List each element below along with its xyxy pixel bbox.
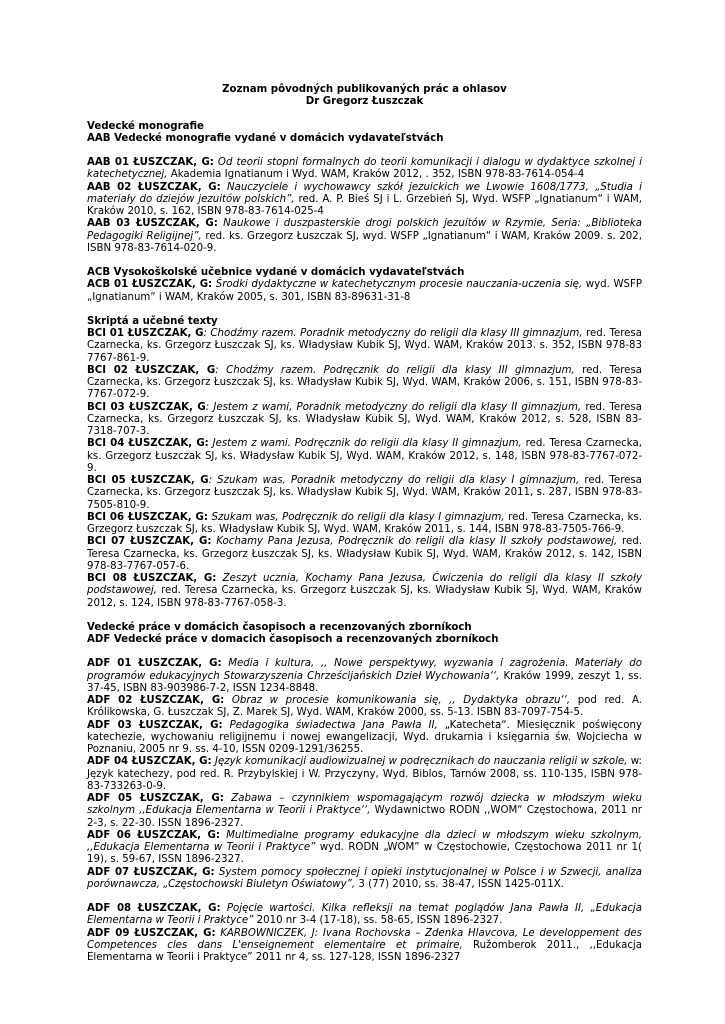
bibliography-entry xyxy=(87,279,642,304)
entry-code: BCI 08 ŁUSZCZAK, G: xyxy=(87,573,217,584)
entry-code: ADF 06 ŁUSZCZAK, G: xyxy=(87,829,220,841)
entry-title: Środki dydaktyczne w katechetycznym procesie nauczania-uczenia się, xyxy=(212,279,583,291)
entry-details: red. Teresa Czarnecka, ks. Grzegorz Łuszczak SJ, ks. Władysław Kubik SJ, Wyd. WAM, Kraków 2012, s. 148, ISBN 978-83-7767-072-9. xyxy=(87,438,642,474)
entry-code: ADF 02 ŁUSZCZAK, G: xyxy=(87,695,225,706)
entry-details: red. ks. Grzegorz Łuszczak SJ, wyd. WSFP „Ignatianum“ i WAM, Kraków 2009. s. 202, ISBN 978-83-7614-020-9. xyxy=(87,230,643,254)
entry-title: Naukowe i duszpasterskie drogi polskich jezuitów w Rzymie, Seria: „Biblioteka Pedagogiki Religijnej”, xyxy=(87,218,642,242)
entry-details: Kraków 1999, zeszyt 1, ss. 37-45, ISBN 83-903986-7-2, ISSN 1234-8848. xyxy=(87,670,642,694)
entry-code: BCI 04 ŁUSZCZAK, G: xyxy=(87,438,209,450)
bibliography-entry xyxy=(87,695,642,720)
entry-title: : Chodźmy razem. Poradnik metodyczny do religii dla klasy III gimnazjum, xyxy=(203,328,583,339)
entry-details: red. Teresa Czarnecka, ks. Grzegorz Łuszczak SJ, ks. Władysław Kubik SJ, Wyd. WAM, Kraków 2013. s. 352, ISBN 978-83 7767-861-9. xyxy=(87,328,642,364)
bibliography-entry xyxy=(87,830,642,867)
entry-details: red. Teresa Czarnecka, ks. Grzegorz Łuszczak SJ, ks. Władysław Kubik SJ, Wyd. WAM, Kraków 2006, s. 151, ISBN 978-83-7767-072-9. xyxy=(87,364,642,401)
entry-title: : Chodźmy razem. Podręcznik do religii dla klasy III gimnazjum, xyxy=(215,364,575,376)
bibliography-entry xyxy=(87,658,642,695)
bibliography-entry xyxy=(87,867,642,892)
entry-details: red. Teresa Czarnecka, ks. Grzegorz Łuszczak SJ, ks. Władysław Kubik SJ, Wyd. WAM, Kraków 2012, s. 124, ISBN 978-83-7767-058-3. xyxy=(87,585,642,609)
entry-details: pod red. A. Królikowska, G. Łuszczak SJ, Z. Marek SJ, Wyd. WAM, Kraków 2000, ss. 5-13. ISBN 83-7097-754-5. xyxy=(87,695,642,719)
entry-title: Kochamy Pana Jezusa, Podręcznik do religii dla klasy II szkoły podstawowej, xyxy=(211,536,618,548)
entry-code: BCI 07 ŁUSZCZAK, G: xyxy=(87,536,212,548)
entry-title: Multimedialne programy edukacyjne dla dzieci w młodszym wieku szkolnym, ,,Edukacja Elementarna w Teorii i Praktyce” xyxy=(87,829,643,853)
bibliography-entry xyxy=(87,928,642,965)
entry-code: BCI 02 ŁUSZCZAK, G xyxy=(87,364,216,376)
entry-code: ADF 08 ŁUSZCZAK, G: xyxy=(87,903,221,914)
bibliography-entry xyxy=(87,512,642,537)
entry-code: ADF 07 ŁUSZCZAK, G: xyxy=(87,866,215,878)
entry-title: Jestem z wami. Podręcznik do religii dla klasy II gimnazjum, xyxy=(208,438,522,450)
entry-list-adf xyxy=(87,658,642,891)
section-subheading-adf: ADF Vedecké práce v domacich časopisoch a recenzovaných zborníkoch xyxy=(87,634,499,645)
entry-details: 2010 nr 3-4 (17-18), ss. 58-65, ISSN 1896-2327. xyxy=(253,915,503,927)
entry-code: ADF 01 ŁUSZCZAK, G: xyxy=(87,658,222,670)
entry-title: Nauczyciele i wychowawcy szkół jezuickich we Lwowie 1608/1773, „Studia i materiały do dziejów jezuitów polskich”, xyxy=(87,181,642,205)
bibliography-entry xyxy=(87,157,642,182)
entry-details: w: Język katechezy, pod red. R. Przybylskiej i W. Przyczyny, Wyd. Biblos, Tarnów 2008, ss. 110-135, ISBN 978-83-733263-0-9. xyxy=(87,756,642,792)
entry-code: BCI 06 ŁUSZCZAK, G: xyxy=(87,511,208,523)
title-line-1: Zoznam pôvodných publikovaných prác a ohlasov xyxy=(222,84,507,95)
entry-code: AAB 01 ŁUSZCZAK, G: xyxy=(87,157,214,168)
entry-details: red. Teresa Czarnecka, ks. Grzegorz Łuszczak SJ, ks. Władysław Kubik SJ, Wyd. WAM, Kraków 2011, s. 144, ISBN 978-83-7505-766-9. xyxy=(87,511,642,535)
section-heading-acb: ACB Vysokoškolské učebnice vydané v domácich vydavateľstvách xyxy=(87,267,465,278)
entry-code: ADF 03 ŁUSZCZAK, G: xyxy=(87,719,223,731)
entry-title: Język komunikacji audiowizualnej w podręcznikach do nauczania religii w szkole, xyxy=(211,756,628,768)
bibliography-entry xyxy=(87,903,642,928)
entry-title: Pedagogika świadectwa Jana Pawła II, xyxy=(222,719,438,731)
bibliography-entry xyxy=(87,475,642,512)
entry-title: : Szukam was, Poradnik metodyczny do religii dla klasy I gimnazjum, xyxy=(208,475,580,486)
bibliography-entry xyxy=(87,218,642,255)
entry-details: Ružomberok 2011., ,,Edukacja Elementarna w Teorii i Praktyce” 2011 nr 4, ss. 127-128, ISSN 1896-2327 xyxy=(87,939,642,963)
entry-code: BCI 05 ŁUSZCZAK, G xyxy=(87,475,209,486)
entry-list-bci xyxy=(87,328,642,610)
entry-details: red. Teresa Czarnecka, ks. Grzegorz Łuszczak SJ, ks. Władysław Kubik SJ, Wyd. WAM, Kraków 2012, s. 528, ISBN 83-7318-707-3. xyxy=(87,401,642,437)
entry-list-adf-b xyxy=(87,903,642,964)
bibliography-entry xyxy=(87,182,642,219)
entry-code: ACB 01 ŁUSZCZAK, G: xyxy=(87,279,213,291)
entry-code: ADF 09 ŁUSZCZAK, G: xyxy=(87,927,216,939)
entry-code: AAB 02 ŁUSZCZAK, G: xyxy=(87,181,221,193)
bibliography-entry xyxy=(87,573,642,610)
entry-code: ADF 05 ŁUSZCZAK, G: xyxy=(87,793,224,804)
entry-title: Pojęcie wartości. Kilka refleksji na temat poglądów Jana Pawła II, „Edukacja Elementarna w Teorii i Praktyce” xyxy=(87,903,642,927)
entry-title: Obraz w procesie komunikowania się, ,, Dydaktyka obrazu‘‘, xyxy=(224,695,571,706)
entry-title: KARBOWNICZEK, J: Ivana Rochovska – Zdenka Hlavcova, Le developpement des Competences cles dans L'enseignement elementaire et primaire, xyxy=(87,927,642,951)
entry-code: BCI 03 ŁUSZCZAK, G xyxy=(87,401,206,413)
section-heading-monographs: Vedecké monografie xyxy=(87,120,204,132)
entry-details: 3 (77) 2010, ss. 38-47, ISSN 1425-011X. xyxy=(355,878,564,890)
entry-code: BCI 01 ŁUSZCZAK, G xyxy=(87,328,204,339)
entry-title: : Jestem z wami, Poradnik metodyczny do religii dla klasy II gimnazjum, xyxy=(205,401,582,413)
section-heading-journals: Vedecké práce v domácich časopisoch a recenzovaných zborníkoch xyxy=(87,621,472,633)
entry-code: AAB 03 ŁUSZCZAK, G: xyxy=(87,218,218,230)
bibliography-entry xyxy=(87,793,642,830)
entry-details: red. A. P. Bieś SJ i L. Grzebień SJ, Wyd. WSFP „Ignatianum“ i WAM, Kraków 2010, s. 162, ISBN 978-83-7614-025-4 xyxy=(87,193,642,217)
bibliography-entry xyxy=(87,438,642,475)
entry-details: Akademia Ignatianum i Wyd. WAM, Kraków 2012, . 352, ISBN 978-83-7614-054-4 xyxy=(167,169,585,181)
entry-title: Media i kultura, ,, Nowe perspektywy, wyzwania i zagrożenia. Materiały do programów edukacyjnych Stowarzyszenia Chrześcijańskich Dzieł Wychowania‘‘, xyxy=(87,658,642,682)
entry-title: Szukam was, Podręcznik do religii dla klasy I gimnazjum, xyxy=(207,511,505,523)
section-heading-bci: Skriptá a učebné texty xyxy=(87,315,218,327)
entry-details: red. Teresa Czarnecka, ks. Grzegorz Łuszczak SJ, ks. Władysław Kubik SJ, Wyd. WAM, Kraków 2012, s. 142, ISBN 978-83-7767-057-6. xyxy=(87,536,642,572)
entry-details: wyd. RODN „WOM” w Częstochowie, Częstochowa 2011 nr 1( 19), s. 59-67, ISSN 1896-2327. xyxy=(87,842,642,866)
entry-list-aab xyxy=(87,157,642,255)
section-subheading-aab: AAB Vedecké monografie vydané v domácich vydavateľstvách xyxy=(87,132,444,144)
title-line-2: Dr Gregorz Łuszczak xyxy=(305,96,424,108)
entry-list-acb xyxy=(87,279,642,304)
entry-title: Zabawa – czynnikiem wspomagającym rozwój dziecka w młodszym wieku szkolnym ,,Edukacja Elementarna w Teorii i Praktyce‘‘, xyxy=(87,793,643,817)
bibliography-entry xyxy=(87,365,642,402)
bibliography-entry xyxy=(87,720,642,757)
page-title xyxy=(87,84,642,109)
entry-title: System pomocy społecznej i opieki instytucjonalnej w Polsce i w Szwecji, analiza porównawcza, „Częstochowski Biuletyn Oświatowy”, xyxy=(87,866,643,890)
bibliography-entry xyxy=(87,402,642,439)
entry-title: Zeszyt ucznia, Kochamy Pana Jezusa, Ćwiczenia do religii dla klasy II szkoły podstawowej, xyxy=(87,573,642,597)
entry-details: „Katecheta“. Miesięcznik poświęcony katechezie, wychowaniu religijnemu i nowej ewangelizacji, Wyd. drukarnia i księgarnia św. Wojciecha w Poznaniu, 2005 nr 9. ss. 4-10, ISSN 0209-1291/36255. xyxy=(87,719,642,755)
entry-code: ADF 04 ŁUSZCZAK, G: xyxy=(87,756,212,768)
bibliography-entry xyxy=(87,328,642,365)
entry-details: wyd. WSFP „Ignatianum“ i WAM, Kraków 2005, s. 301, ISBN 83-89631-31-8 xyxy=(87,279,642,303)
entry-details: Wydawnictwo RODN ,,WOM“ Częstochowa, 2011 nr 2-3, s. 22-30. ISSN 1896-2327. xyxy=(87,805,642,829)
document-page xyxy=(87,84,642,964)
entry-details: red. Teresa Czarnecka, ks. Grzegorz Łuszczak SJ, ks. Władysław Kubik SJ, Wyd. WAM, Kraków 2011, s. 287, ISBN 978-83-7505-810-9. xyxy=(87,475,642,511)
bibliography-entry xyxy=(87,756,642,793)
bibliography-entry xyxy=(87,536,642,573)
entry-title: Od teorii stopni formalnych do teorii komunikacji i dialogu w dydaktyce szkolnej i katechetycznej, xyxy=(87,157,643,181)
